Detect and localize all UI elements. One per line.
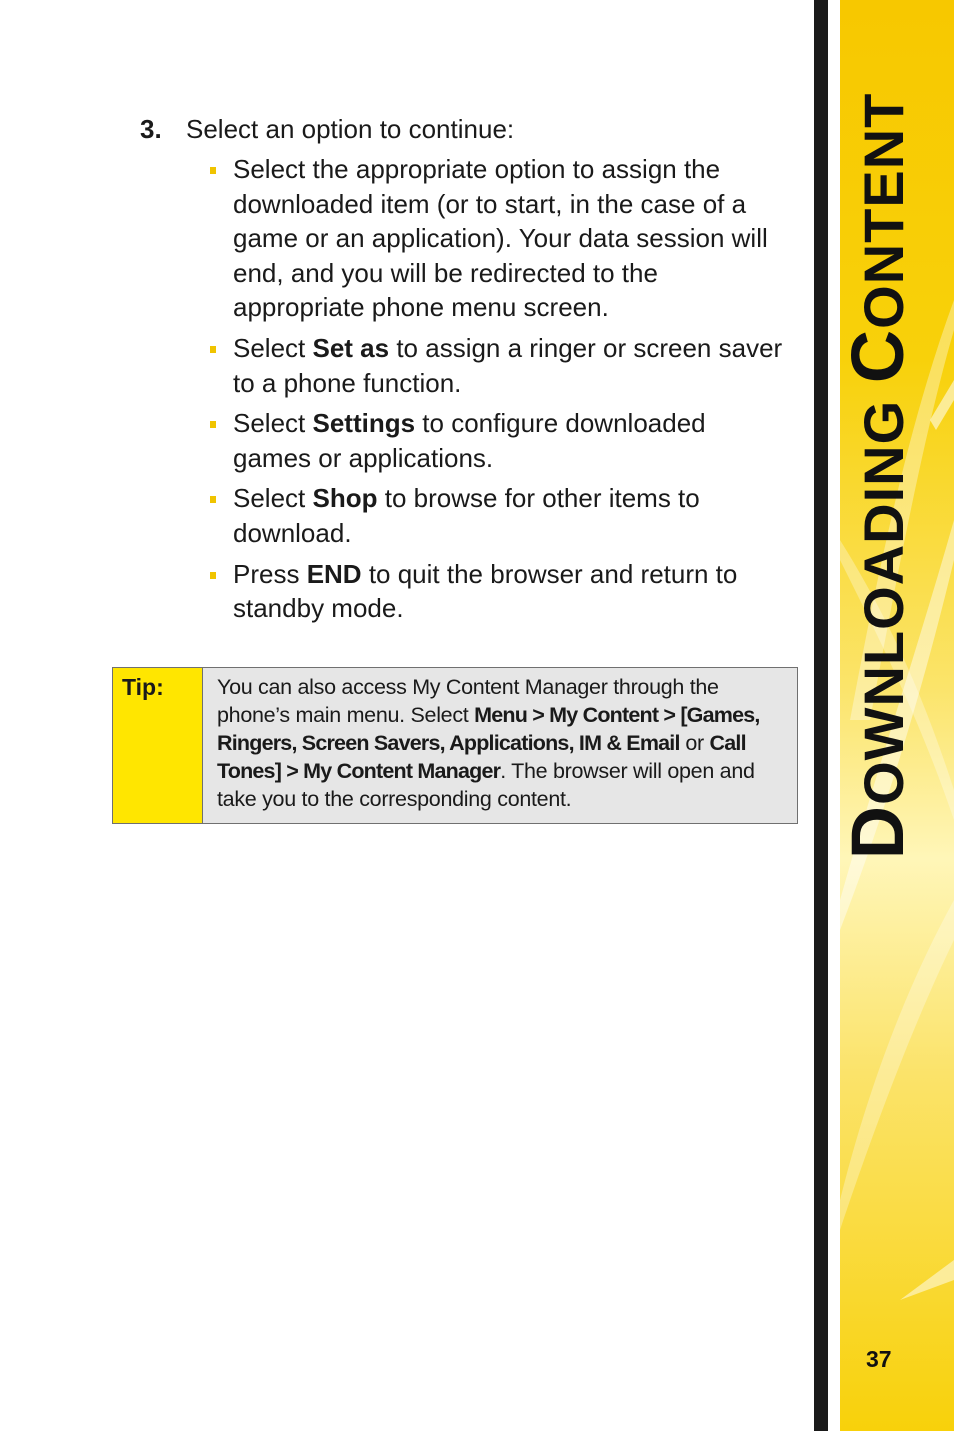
tip-label: Tip: xyxy=(113,668,203,823)
square-bullet-icon xyxy=(210,167,216,174)
section-title: DOWNLOADING CONTENT xyxy=(836,92,919,860)
square-bullet-icon xyxy=(210,346,216,353)
step-text: Select an option to continue: xyxy=(186,114,515,144)
list-item: Press END to quit the browser and return to standby mode. xyxy=(208,557,788,626)
step-number: 3. xyxy=(140,114,162,144)
square-bullet-icon xyxy=(210,421,216,428)
step-3 xyxy=(140,112,514,146)
menu-path-end: Call Tones] > My Content Manager xyxy=(217,731,746,783)
tip-box xyxy=(112,667,798,824)
list-item: Select Set as to assign a ringer or screen saver to a phone function. xyxy=(208,331,788,400)
list-item: Select Settings to configure downloaded games or applications. xyxy=(208,406,788,475)
square-bullet-icon xyxy=(210,572,216,579)
option-set-as: Set as xyxy=(312,332,390,363)
option-shop: Shop xyxy=(312,483,378,514)
page-number: 37 xyxy=(866,1346,892,1372)
sidebar-divider xyxy=(814,0,828,1431)
list-item: Select Shop to browse for other items to download. xyxy=(208,481,788,550)
option-list xyxy=(208,152,788,632)
key-end: END xyxy=(306,558,362,589)
list-item: Select the appropriate option to assign the downloaded item (or to start, in the case of a game or an application). Your data session will end, and you will be redirected to the appropriate phone menu screen. xyxy=(208,152,788,325)
option-settings: Settings xyxy=(312,408,416,439)
square-bullet-icon xyxy=(210,496,216,503)
menu-path: Menu > My Content > [Games, Ringers, Screen Savers, Applications, IM & Email xyxy=(217,703,760,755)
tip-text: You can also access My Content Manager through the phone’s main menu. Select Menu > My Content > [Games, Ringers, Screen Savers, Applications, IM & Email or Call Tones] > My Content Manager. The browser will open and take you to the corresponding content. xyxy=(203,668,797,823)
